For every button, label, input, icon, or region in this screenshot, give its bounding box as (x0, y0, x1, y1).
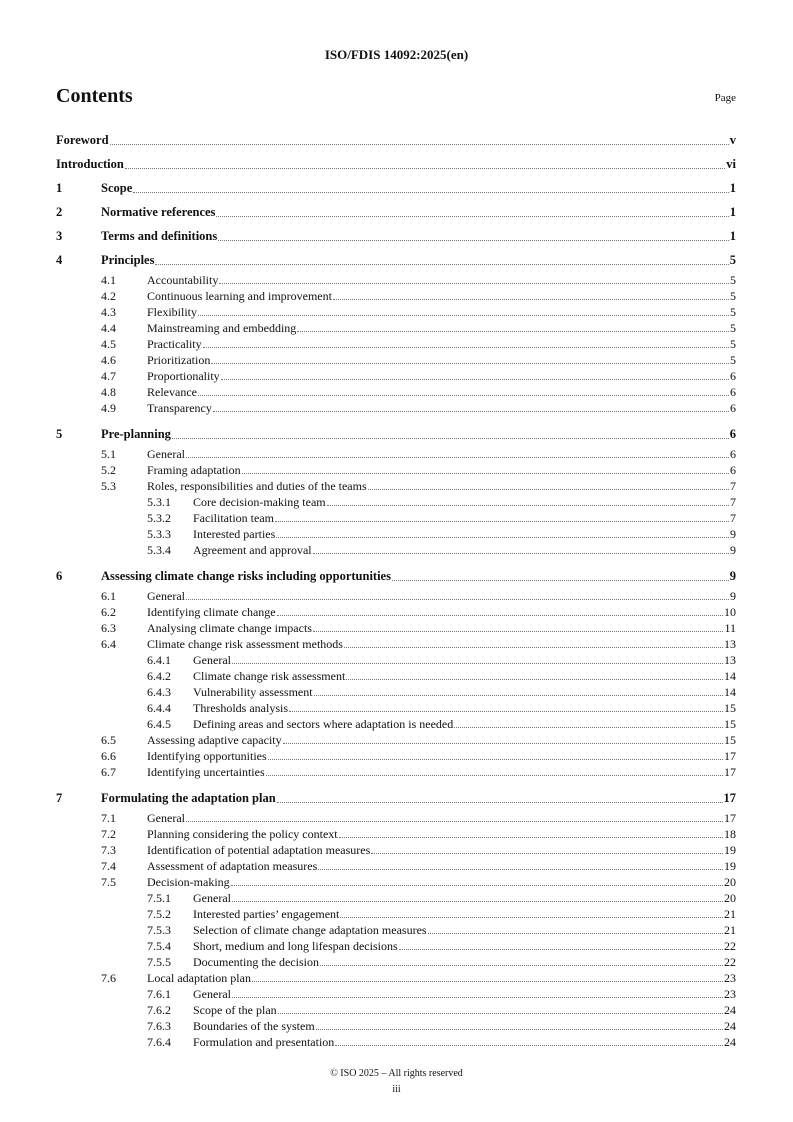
toc-entry-title[interactable]: Interested parties (193, 527, 276, 541)
toc-entry-title[interactable]: Climate change risk assessment (193, 669, 346, 683)
toc-entry-title[interactable]: Core decision-making team (193, 495, 326, 509)
toc-entry-page[interactable]: 5 (730, 321, 736, 335)
dot-leader (232, 663, 723, 664)
toc-entry-number: 4.6 (101, 353, 116, 367)
toc-entry[interactable] (56, 446, 736, 462)
toc-entry-number: 7.5.1 (147, 891, 171, 905)
toc-entry[interactable] (56, 748, 736, 764)
toc-entry-number: 7.5.3 (147, 923, 171, 937)
dot-leader (392, 580, 729, 581)
dot-leader (186, 821, 723, 822)
toc-entry[interactable] (56, 152, 736, 176)
toc-entry-title[interactable]: Introduction (56, 157, 124, 171)
dot-leader (313, 553, 729, 554)
toc-entry-page[interactable]: 1 (729, 229, 736, 243)
dot-leader (277, 802, 723, 803)
dot-leader (276, 537, 729, 538)
toc-entry-title[interactable]: Assessment of adaptation measures (147, 859, 318, 873)
toc-entry[interactable] (56, 954, 736, 970)
toc-entry-page[interactable]: 17 (724, 749, 736, 763)
toc-entry[interactable] (56, 1002, 736, 1018)
toc-entry-number: 5.3.4 (147, 543, 171, 557)
dot-leader (218, 240, 729, 241)
toc-entry-number: 5.3.1 (147, 495, 171, 509)
toc-entry-page[interactable]: 21 (724, 923, 736, 937)
toc-entry-page[interactable]: 24 (724, 1035, 736, 1049)
toc-entry-number: 7.1 (101, 811, 116, 825)
dot-leader (266, 775, 723, 776)
toc-entry-page[interactable]: 9 (730, 543, 736, 557)
dot-leader (283, 743, 723, 744)
toc-entry-title[interactable]: Thresholds analysis (193, 701, 288, 715)
toc-entry[interactable] (56, 668, 736, 684)
toc-entry-page[interactable]: v (729, 133, 736, 147)
toc-entry-number: 4.8 (101, 385, 116, 399)
toc-entry-page[interactable]: 15 (724, 701, 736, 715)
toc-entry[interactable] (56, 970, 736, 986)
toc-entry[interactable] (56, 422, 736, 446)
toc-entry[interactable] (56, 336, 736, 352)
toc-entry-page[interactable]: 6 (729, 427, 736, 441)
toc-entry[interactable] (56, 176, 736, 200)
dot-leader (344, 647, 723, 648)
toc-entry-title[interactable]: Scope of the plan (193, 1003, 277, 1017)
toc-entry-page[interactable]: vi (726, 157, 736, 171)
toc-entry-number: 4.7 (101, 369, 116, 383)
toc-entry-number: 7.6 (101, 971, 116, 985)
toc-entry-title[interactable]: Relevance (147, 385, 197, 399)
toc-entry-page[interactable]: 23 (724, 987, 736, 1001)
toc-entry-page[interactable]: 5 (729, 253, 736, 267)
page-footer (0, 1066, 793, 1098)
toc-entry-number: 6.4 (101, 637, 116, 651)
toc-entry-page[interactable]: 13 (724, 637, 736, 651)
toc-entry-number: 6.4.1 (147, 653, 171, 667)
toc-entry-number: 4.3 (101, 305, 116, 319)
toc-entry-title[interactable]: Terms and definitions (101, 229, 218, 243)
dot-leader (221, 379, 729, 380)
toc-entry-number: 6.4.3 (147, 685, 171, 699)
toc-entry-number: 7.5 (101, 875, 116, 889)
toc-entry[interactable] (56, 858, 736, 874)
dot-leader (268, 759, 723, 760)
dot-leader (339, 837, 723, 838)
toc-entry-page[interactable]: 6 (730, 447, 736, 461)
toc-entry-number: 3 (56, 229, 63, 243)
toc-entry[interactable] (56, 526, 736, 542)
toc-entry-title[interactable]: Planning considering the policy context (147, 827, 338, 841)
toc-entry-title[interactable]: Mainstreaming and embedding (147, 321, 297, 335)
toc-entry-title[interactable]: Short, medium and long lifespan decisions (193, 939, 398, 953)
toc-entry-number: 5.3 (101, 479, 116, 493)
dot-leader (278, 1013, 723, 1014)
toc-entry-number: 5.1 (101, 447, 116, 461)
toc-entry-title[interactable]: Proportionality (147, 369, 220, 383)
dot-leader (314, 695, 723, 696)
toc-entry-page[interactable]: 17 (723, 791, 736, 805)
toc-entry-title[interactable]: Principles (101, 253, 155, 267)
toc-entry-page[interactable]: 5 (730, 289, 736, 303)
toc-entry-number: 7.5.4 (147, 939, 171, 953)
dot-leader (346, 679, 723, 680)
toc-entry-title[interactable]: Identifying climate change (147, 605, 276, 619)
dot-leader (252, 981, 723, 982)
dot-leader (110, 144, 729, 145)
toc-entry-title[interactable]: Selection of climate change adaptation measures (193, 923, 427, 937)
toc-entry-number: 4.1 (101, 273, 116, 287)
dot-leader (125, 168, 725, 169)
toc-entry-page[interactable]: 9 (730, 527, 736, 541)
copyright-notice: © ISO 2025 – All rights reserved (330, 1068, 463, 1079)
toc-entry[interactable] (56, 320, 736, 336)
toc-entry[interactable] (56, 684, 736, 700)
toc-entry-page[interactable]: 14 (724, 669, 736, 683)
toc-entry-title[interactable]: Identification of potential adaptation measures (147, 843, 371, 857)
dot-leader (368, 489, 729, 490)
toc-entry-title[interactable]: Agreement and approval (193, 543, 312, 557)
toc-entry[interactable] (56, 542, 736, 558)
toc-entry-page[interactable]: 22 (724, 939, 736, 953)
toc-entry[interactable] (56, 352, 736, 368)
toc-entry-number: 7.6.2 (147, 1003, 171, 1017)
toc-entry-number: 7.6.3 (147, 1019, 171, 1033)
toc-entry-number: 6 (56, 569, 63, 583)
toc-entry-number: 7.3 (101, 843, 116, 857)
toc-entry-page[interactable]: 5 (730, 337, 736, 351)
toc-entry-page[interactable]: 13 (724, 653, 736, 667)
toc-entry-title[interactable]: Local adaptation plan (147, 971, 251, 985)
dot-leader (186, 599, 729, 600)
toc-entry[interactable] (56, 478, 736, 494)
toc-entry-page[interactable]: 19 (724, 859, 736, 873)
dot-leader (172, 438, 729, 439)
dot-leader (340, 917, 723, 918)
dot-leader (198, 395, 729, 396)
toc-entry[interactable] (56, 732, 736, 748)
dot-leader (242, 473, 729, 474)
toc-entry[interactable] (56, 874, 736, 890)
document-id-header: ISO/FDIS 14092:2025(en) (324, 47, 469, 62)
toc-entry-number: 5.2 (101, 463, 116, 477)
toc-entry-title[interactable]: Foreword (56, 133, 109, 147)
toc-entry-page[interactable]: 6 (730, 385, 736, 399)
toc-entry-number: 5.3.2 (147, 511, 171, 525)
toc-entry-title[interactable]: Interested parties’ engagement (193, 907, 340, 921)
toc-entry-title[interactable]: General (147, 811, 185, 825)
toc-entry-page[interactable]: 6 (730, 463, 736, 477)
dot-leader (275, 521, 729, 522)
toc-entry[interactable] (56, 200, 736, 224)
toc-entry-title[interactable]: Decision-making (147, 875, 230, 889)
toc-entry-title[interactable]: Identifying uncertainties (147, 765, 265, 779)
toc-entry-title[interactable]: Climate change risk assessment methods (147, 637, 343, 651)
table-of-contents (56, 128, 736, 1050)
toc-entry-number: 5 (56, 427, 63, 441)
dot-leader (289, 711, 723, 712)
toc-entry[interactable] (56, 1034, 736, 1050)
toc-entry[interactable] (56, 304, 736, 320)
toc-entry-number: 6.4.4 (147, 701, 171, 715)
toc-entry-title[interactable]: Transparency (147, 401, 212, 415)
dot-leader (335, 1045, 723, 1046)
toc-entry[interactable] (56, 248, 736, 272)
toc-entry[interactable] (56, 494, 736, 510)
toc-entry-number: 6.5 (101, 733, 116, 747)
toc-entry[interactable] (56, 588, 736, 604)
toc-entry[interactable] (56, 716, 736, 732)
toc-entry[interactable] (56, 922, 736, 938)
toc-entry[interactable] (56, 986, 736, 1002)
toc-entry-number: 7.2 (101, 827, 116, 841)
toc-entry-page[interactable]: 7 (730, 479, 736, 493)
toc-entry[interactable] (56, 764, 736, 780)
toc-entry[interactable] (56, 826, 736, 842)
toc-entry-title[interactable]: Formulation and presentation (193, 1035, 335, 1049)
dot-leader (277, 615, 723, 616)
toc-entry[interactable] (56, 564, 736, 588)
dot-leader (297, 331, 729, 332)
toc-entry-title[interactable]: Facilitation team (193, 511, 274, 525)
toc-entry[interactable] (56, 272, 736, 288)
toc-entry[interactable] (56, 890, 736, 906)
dot-leader (333, 299, 729, 300)
dot-leader (327, 505, 729, 506)
toc-entry-title[interactable]: Boundaries of the system (193, 1019, 315, 1033)
toc-entry-title[interactable]: General (147, 447, 185, 461)
dot-leader (219, 283, 729, 284)
toc-entry-title[interactable]: Framing adaptation (147, 463, 241, 477)
toc-entry-title[interactable]: Prioritization (147, 353, 211, 367)
dot-leader (213, 411, 729, 412)
toc-entry-number: 4.2 (101, 289, 116, 303)
dot-leader (211, 363, 729, 364)
toc-entry-number: 7.6.1 (147, 987, 171, 1001)
toc-entry-number: 6.3 (101, 621, 116, 635)
dot-leader (316, 1029, 723, 1030)
toc-entry-number: 4.9 (101, 401, 116, 415)
toc-entry-page[interactable]: 11 (724, 621, 736, 635)
toc-entry-title[interactable]: Normative references (101, 205, 216, 219)
toc-entry[interactable] (56, 604, 736, 620)
toc-entry-page[interactable]: 15 (724, 717, 736, 731)
page-title: Contents (56, 85, 133, 107)
toc-entry-title[interactable]: Assessing climate change risks including opportunities (101, 569, 391, 583)
toc-entry[interactable] (56, 636, 736, 652)
toc-entry-page[interactable]: 6 (730, 369, 736, 383)
toc-entry-page[interactable]: 7 (730, 495, 736, 509)
toc-entry-title[interactable]: Defining areas and sectors where adaptation is needed (193, 717, 454, 731)
toc-entry-number: 6.6 (101, 749, 116, 763)
toc-entry-page[interactable]: 5 (730, 353, 736, 367)
toc-entry-title[interactable]: Analysing climate change impacts (147, 621, 312, 635)
toc-entry-title[interactable]: Practicality (147, 337, 202, 351)
toc-entry-title[interactable]: Roles, responsibilities and duties of the teams (147, 479, 367, 493)
toc-entry-page[interactable]: 9 (730, 589, 736, 603)
toc-entry-number: 6.1 (101, 589, 116, 603)
toc-entry[interactable] (56, 368, 736, 384)
dot-leader (216, 216, 728, 217)
dot-leader (320, 965, 723, 966)
toc-entry[interactable] (56, 786, 736, 810)
toc-entry-page[interactable]: 7 (730, 511, 736, 525)
toc-entry-page[interactable]: 5 (730, 273, 736, 287)
toc-entry-title[interactable]: Continuous learning and improvement (147, 289, 332, 303)
toc-entry[interactable] (56, 810, 736, 826)
toc-entry-page[interactable]: 5 (730, 305, 736, 319)
page-column-label: Page (714, 92, 736, 104)
toc-entry-number: 6.4.5 (147, 717, 171, 731)
toc-entry-page[interactable]: 22 (724, 955, 736, 969)
toc-entry-page[interactable]: 17 (724, 811, 736, 825)
toc-entry-number: 6.7 (101, 765, 116, 779)
toc-entry[interactable] (56, 652, 736, 668)
dot-leader (155, 264, 728, 265)
toc-entry-page[interactable]: 19 (724, 843, 736, 857)
toc-entry-title[interactable]: Accountability (147, 273, 219, 287)
dot-leader (232, 901, 723, 902)
toc-entry[interactable] (56, 224, 736, 248)
toc-entry-title[interactable]: Assessing adaptive capacity (147, 733, 282, 747)
dot-leader (231, 885, 723, 886)
toc-entry[interactable] (56, 384, 736, 400)
toc-entry-title[interactable]: Vulnerability assessment (193, 685, 313, 699)
toc-entry-page[interactable]: 1 (729, 205, 736, 219)
toc-entry-number: 4.5 (101, 337, 116, 351)
toc-entry-number: 7.6.4 (147, 1035, 171, 1049)
toc-entry-page[interactable]: 23 (724, 971, 736, 985)
dot-leader (203, 347, 729, 348)
toc-entry-number: 7.5.2 (147, 907, 171, 921)
toc-entry-title[interactable]: General (193, 891, 231, 905)
toc-entry[interactable] (56, 1018, 736, 1034)
toc-entry-number: 4.4 (101, 321, 116, 335)
toc-entry-number: 7.5.5 (147, 955, 171, 969)
toc-entry-page[interactable]: 6 (730, 401, 736, 415)
toc-entry-page[interactable]: 24 (724, 1019, 736, 1033)
toc-entry-number: 1 (56, 181, 63, 195)
toc-entry[interactable] (56, 462, 736, 478)
toc-entry-page[interactable]: 9 (729, 569, 736, 583)
page-number: iii (392, 1084, 401, 1095)
dot-leader (232, 997, 723, 998)
toc-entry-title[interactable]: General (147, 589, 185, 603)
toc-entry-title[interactable]: Documenting the decision (193, 955, 319, 969)
toc-entry-title[interactable]: General (193, 987, 231, 1001)
dot-leader (133, 192, 729, 193)
toc-entry-title[interactable]: Identifying opportunities (147, 749, 267, 763)
toc-entry[interactable] (56, 288, 736, 304)
dot-leader (313, 631, 723, 632)
dot-leader (371, 853, 723, 854)
dot-leader (186, 457, 729, 458)
toc-entry-title[interactable]: Flexibility (147, 305, 198, 319)
toc-entry-number: 2 (56, 205, 63, 219)
toc-entry-page[interactable]: 17 (724, 765, 736, 779)
toc-entry-page[interactable]: 20 (724, 891, 736, 905)
toc-entry-page[interactable]: 14 (724, 685, 736, 699)
dot-leader (399, 949, 723, 950)
toc-entry-title[interactable]: Formulating the adaptation plan (101, 791, 276, 805)
toc-entry-page[interactable]: 1 (729, 181, 736, 195)
toc-entry-page[interactable]: 21 (724, 907, 736, 921)
toc-entry-number: 5.3.3 (147, 527, 171, 541)
toc-entry-title[interactable]: General (193, 653, 231, 667)
toc-entry[interactable] (56, 700, 736, 716)
dot-leader (198, 315, 729, 316)
toc-entry[interactable] (56, 906, 736, 922)
toc-entry-number: 4 (56, 253, 63, 267)
toc-entry-number: 6.4.2 (147, 669, 171, 683)
toc-entry[interactable] (56, 510, 736, 526)
toc-entry-number: 6.2 (101, 605, 116, 619)
dot-leader (428, 933, 723, 934)
toc-entry-page[interactable]: 20 (724, 875, 736, 889)
toc-entry-page[interactable]: 15 (724, 733, 736, 747)
toc-entry-number: 7.4 (101, 859, 116, 873)
toc-entry-page[interactable]: 18 (724, 827, 736, 841)
dot-leader (318, 869, 723, 870)
toc-entry[interactable] (56, 842, 736, 858)
toc-entry-title[interactable]: Scope (101, 181, 133, 195)
dot-leader (454, 727, 723, 728)
toc-entry-number: 7 (56, 791, 63, 805)
toc-entry-title[interactable]: Pre-planning (101, 427, 171, 441)
toc-entry[interactable] (56, 938, 736, 954)
toc-entry[interactable] (56, 128, 736, 152)
toc-entry[interactable] (56, 400, 736, 416)
toc-entry[interactable] (56, 620, 736, 636)
toc-entry-page[interactable]: 10 (724, 605, 736, 619)
toc-entry-page[interactable]: 24 (724, 1003, 736, 1017)
